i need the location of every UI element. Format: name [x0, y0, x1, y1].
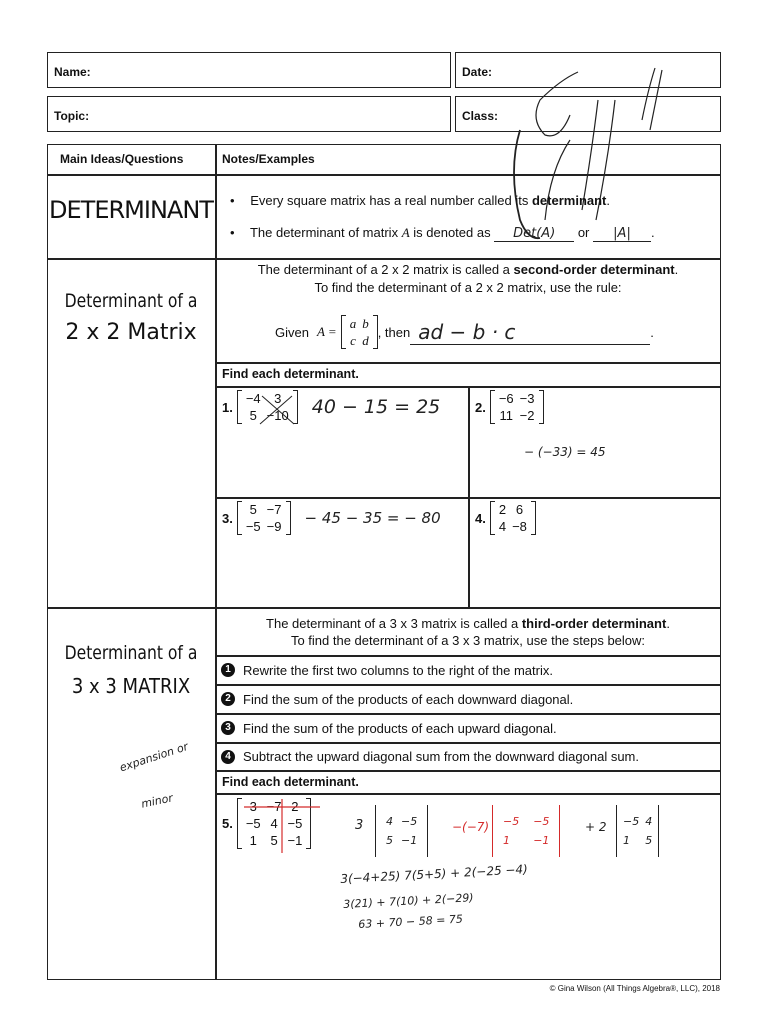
matrix-cell: 2 — [291, 799, 299, 814]
topic-field[interactable] — [47, 96, 451, 132]
handwritten-det: Det(A) — [494, 226, 574, 242]
matrix-cell: 6 — [515, 502, 524, 517]
then-label: , then — [377, 324, 411, 340]
name-field[interactable] — [47, 52, 451, 88]
given-rule: Given A = a b c d , then ad − b · c . — [275, 316, 654, 348]
section2-title-line1: Determinant of a — [64, 290, 198, 312]
header-divider — [47, 174, 721, 176]
section2-intro-end: . — [674, 262, 679, 277]
section2-divider — [47, 607, 721, 609]
date-label: Date: — [462, 65, 493, 79]
minor2-coef: −(−7) — [452, 820, 490, 834]
class-label: Class: — [462, 109, 499, 123]
minor3 — [616, 805, 659, 857]
section2-title-line2: 2 x 2 Matrix — [65, 320, 197, 345]
problem2-work: − (−33) = 45 — [524, 445, 606, 459]
section2-intro — [215, 262, 721, 277]
matrix-cell: −8 — [512, 519, 527, 534]
minor3-coef: + 2 — [585, 820, 607, 834]
bullet-1: • Every square matrix has a real number called its determinant. — [230, 193, 611, 208]
bullet-2: • The determinant of matrix A is denoted as Det(A) or |A| . — [230, 225, 655, 241]
matrix-cell: d — [362, 333, 369, 348]
matrix-cell: 5 — [249, 502, 257, 517]
bullet1-end: . — [606, 193, 611, 208]
step-1 — [215, 656, 721, 684]
bullet2-mid: is denoted as — [409, 225, 495, 240]
matrix-cell: −2 — [519, 408, 535, 423]
matrix-cell: 4 — [498, 519, 507, 534]
step-3 — [215, 714, 721, 742]
matrix-cell: 4 — [270, 816, 278, 831]
bullet1-bold: determinant — [531, 193, 607, 208]
minor-cell: −5 — [401, 815, 418, 828]
find-label-3x3: Find each determinant. — [222, 775, 359, 789]
problem1-work: 40 − 15 = 25 — [311, 396, 441, 418]
matrix-cell: b — [362, 316, 369, 331]
matrix-cell: −5 — [245, 816, 261, 831]
copyright: © Gina Wilson (All Things Algebra®, LLC), 2018 — [549, 984, 720, 993]
main-ideas-header: Main Ideas/Questions — [60, 152, 184, 166]
problem-number: 5. — [222, 816, 233, 831]
problem-number: 4. — [475, 510, 486, 526]
matrix-cell: 3 — [274, 391, 282, 406]
find-label-2x2: Find each determinant. — [222, 367, 359, 381]
handwritten-abs: |A| — [593, 226, 651, 242]
notes-header: Notes/Examples — [222, 152, 315, 166]
step-text: Find the sum of the products of each upward diagonal. — [243, 720, 557, 736]
matrix-cell: 3 — [249, 799, 257, 814]
minor-cell: −1 — [401, 834, 418, 847]
matrix-cell: −1 — [287, 833, 303, 848]
step-text: Rewrite the first two columns to the right of the matrix. — [243, 662, 553, 678]
section3-title-line1: Determinant of a — [64, 642, 198, 664]
matrix-cell: −7 — [266, 502, 282, 517]
minor-cell: 1 — [503, 834, 510, 847]
section3-title-line2: 3 x 3 MATRIX — [71, 674, 191, 698]
matrix-cell: −5 — [287, 816, 303, 831]
bullet2-text: The determinant of matrix — [249, 225, 402, 240]
cross-multiply-marks — [252, 392, 302, 428]
matrix-cell: a — [349, 316, 357, 331]
minor-cell: −5 — [503, 815, 520, 828]
bullet2-var: A — [401, 225, 410, 240]
section1-title: DETERMINANT — [49, 196, 213, 224]
matrix-cell: −9 — [266, 519, 282, 534]
step-badge: 3 — [221, 721, 235, 735]
minor-cell: −1 — [533, 834, 550, 847]
section3-intro-bold: third-order determinant — [521, 616, 667, 631]
topic-label: Topic: — [54, 109, 90, 123]
section3-intro-end: . — [666, 616, 670, 631]
work-line-2: 3(21) + 7(10) + 2(−29) — [343, 891, 474, 911]
name-label: Name: — [54, 65, 91, 79]
step-text: Find the sum of the products of each downward diagonal. — [243, 691, 574, 707]
minor2 — [492, 805, 560, 857]
section1-divider — [47, 258, 721, 260]
matrix-cell: c — [350, 333, 356, 348]
strike-marks — [240, 797, 330, 857]
matrix-cell: −3 — [519, 391, 535, 406]
problem-4 — [475, 501, 536, 535]
steps-divider — [215, 770, 721, 772]
given-var: A = — [316, 324, 337, 339]
problem-number: 2. — [475, 399, 486, 415]
minor-cell: 4 — [645, 815, 653, 828]
work-line-1: 3(−4+25) 7(5+5) + 2(−25 −4) — [340, 862, 529, 886]
bullet2-or: or — [574, 225, 593, 240]
problem-3 — [222, 501, 441, 535]
section2-intro-line2: To find the determinant of a 2 x 2 matrix, use the rule: — [314, 280, 622, 295]
minor-cell: −5 — [533, 815, 550, 828]
matrix-cell: 11 — [499, 408, 513, 423]
matrix-cell: −6 — [498, 391, 514, 406]
given-matrix — [341, 315, 378, 349]
matrix-cell: 1 — [249, 833, 257, 848]
matrix-cell: 2 — [498, 502, 507, 517]
problem-number: 1. — [222, 399, 233, 415]
section3-intro — [215, 616, 721, 631]
step-2 — [215, 685, 721, 713]
step-badge: 2 — [221, 692, 235, 706]
problem-2 — [475, 390, 544, 424]
section2-intro-text: The determinant of a 2 x 2 matrix is called a — [257, 262, 514, 277]
given-label: Given — [275, 324, 309, 340]
section2-intro-bold: second-order determinant — [513, 262, 675, 277]
step-4 — [215, 743, 721, 770]
section3-intro-line2: To find the determinant of a 3 x 3 matrix, use the steps below: — [290, 633, 646, 648]
step-text: Subtract the upward diagonal sum from the downward diagonal sum. — [243, 749, 639, 764]
matrix-cell: −7 — [266, 799, 282, 814]
matrix-cell: −10 — [266, 408, 289, 423]
matrix-cell: 5 — [270, 833, 278, 848]
minor-cell: 5 — [386, 834, 393, 847]
step-badge: 1 — [221, 663, 235, 677]
find-divider-top — [215, 362, 721, 364]
side-note-line2: minor — [140, 791, 175, 811]
section3-intro-text: The determinant of a 3 x 3 matrix is called a — [266, 616, 522, 631]
minor1 — [375, 805, 428, 857]
matrix-cell: −5 — [245, 519, 261, 534]
steps-divider — [215, 793, 721, 795]
work-line-3: 63 + 70 − 58 = 75 — [358, 912, 464, 931]
problem-number: 3. — [222, 510, 233, 526]
bullet1-text: Every square matrix has a real number called its — [250, 193, 532, 208]
minor-cell: 5 — [645, 834, 653, 847]
minor-cell: −5 — [623, 815, 640, 828]
problem3-work: − 45 − 35 = − 80 — [304, 509, 441, 527]
matrix-cell: −4 — [245, 391, 261, 406]
problems-hdivider — [215, 497, 721, 499]
bullet2-end: . — [651, 225, 655, 240]
handwritten-rule: ad − b · c — [410, 320, 650, 345]
side-note-line1: expansion or — [118, 739, 190, 775]
minor-cell: 1 — [623, 834, 630, 847]
step-badge: 4 — [221, 750, 235, 764]
matrix-cell: 5 — [249, 408, 257, 423]
minor1-coef: 3 — [355, 818, 364, 833]
minor-cell: 4 — [386, 815, 393, 828]
